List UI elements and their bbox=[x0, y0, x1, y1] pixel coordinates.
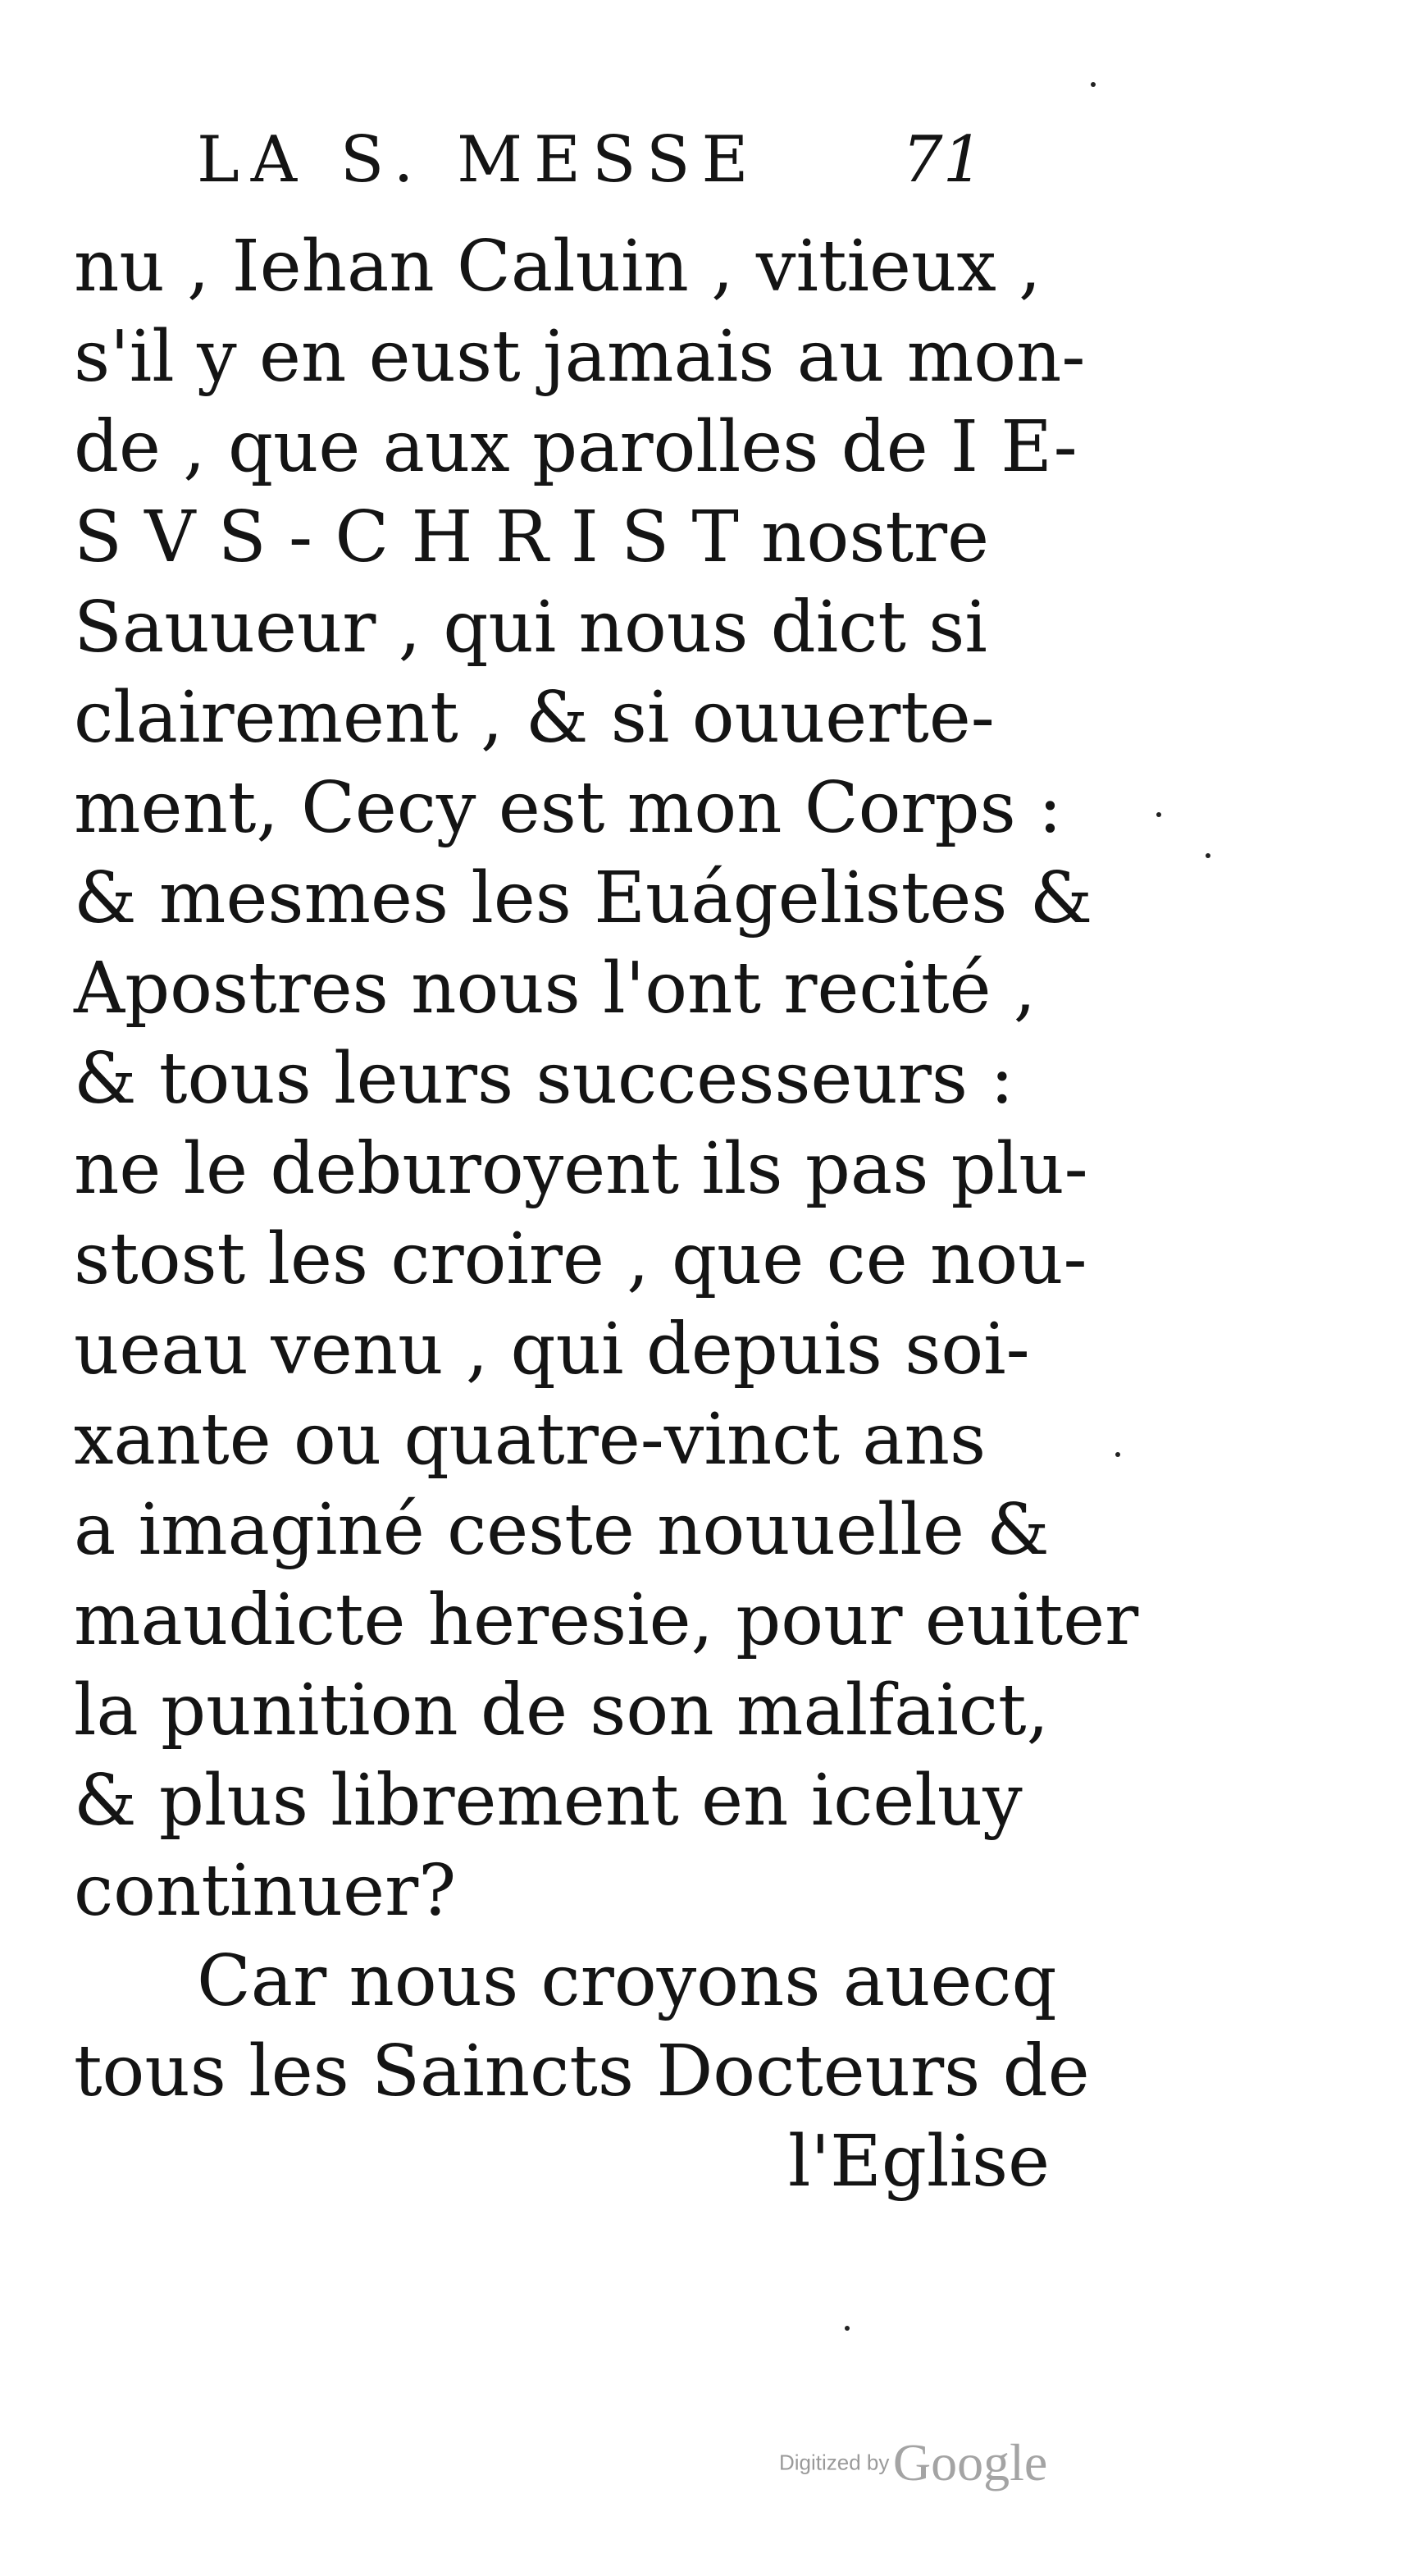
watermark-prefix: Digitized by bbox=[779, 2450, 890, 2475]
scan-speck bbox=[1206, 853, 1210, 858]
scan-speck bbox=[1156, 812, 1161, 817]
text-line: de , que aux parolles de I E- bbox=[74, 406, 1078, 488]
text-line: & plus librement en iceluy bbox=[74, 1760, 1023, 1842]
page-header bbox=[197, 115, 1017, 205]
scan-speck bbox=[1091, 82, 1096, 87]
scan-speck bbox=[1115, 1452, 1120, 1457]
text-line: ueau venu , qui depuis soi- bbox=[74, 1309, 1030, 1391]
text-line: Sauueur , qui nous dict si bbox=[74, 587, 987, 669]
text-line: a imaginé ceste nouuelle & bbox=[74, 1489, 1050, 1571]
text-line: & tous leurs successeurs : bbox=[74, 1038, 1014, 1120]
google-logo: Google bbox=[892, 2433, 1048, 2492]
text-line: tous les Saincts Docteurs de bbox=[74, 2030, 1090, 2112]
text-line: clairement , & si ouuerte- bbox=[74, 677, 995, 759]
body-text bbox=[74, 222, 1139, 2207]
catchword: l'Eglise bbox=[787, 2121, 1050, 2203]
text-line: continuer? bbox=[74, 1850, 457, 1932]
text-line: nu , Iehan Caluin , vitieux , bbox=[74, 226, 1042, 308]
text-line: ne le deburoyent ils pas plu- bbox=[74, 1128, 1088, 1210]
text-line: s'il y en eust jamais au mon- bbox=[74, 316, 1086, 398]
text-line: & mesmes les Euágelistes & bbox=[74, 857, 1093, 939]
text-line: ment, Cecy est mon Corps : bbox=[74, 767, 1063, 849]
paragraph-start-line: Car nous croyons auecq bbox=[197, 1940, 1057, 2022]
digitization-watermark bbox=[779, 2432, 1047, 2493]
text-line: Apostres nous l'ont recité , bbox=[74, 948, 1037, 1030]
page-number: 71 bbox=[902, 123, 984, 197]
text-line: S V S - C H R I S T nostre bbox=[74, 496, 990, 578]
text-line: xante ou quatre-vinct ans bbox=[74, 1399, 987, 1481]
text-line: maudicte heresie, pour euiter bbox=[74, 1579, 1139, 1661]
text-line: stost les croire , que ce nou- bbox=[74, 1218, 1087, 1300]
running-title: LA S. MESSE bbox=[197, 123, 760, 197]
scan-speck bbox=[845, 2326, 850, 2331]
text-line: la punition de son malfaict, bbox=[74, 1669, 1049, 1752]
